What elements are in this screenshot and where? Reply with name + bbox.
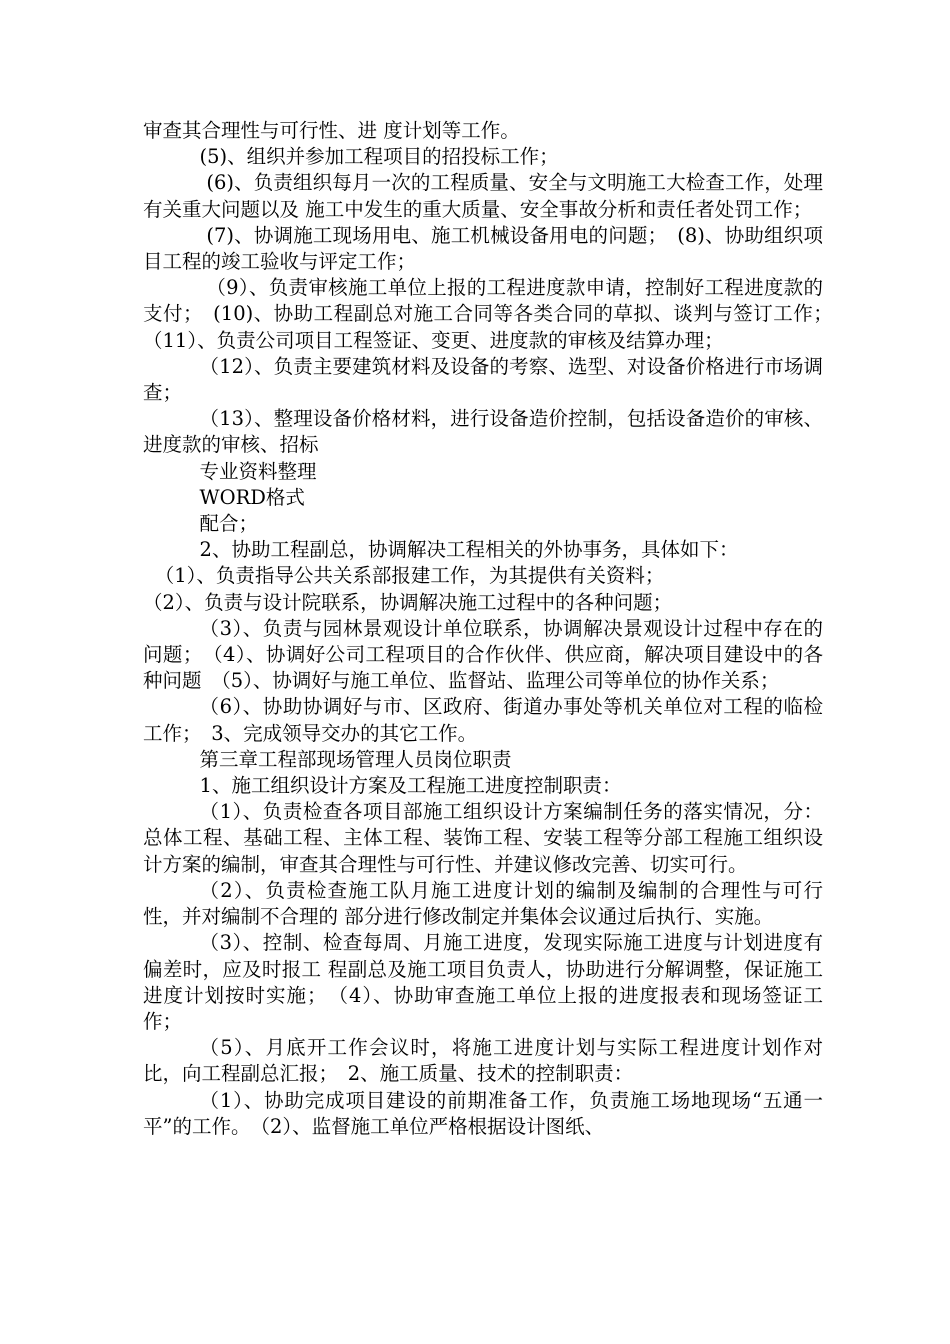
paragraph: （1）、负责指导公共关系部报建工作，为其提供有关资料； <box>154 564 665 588</box>
paragraph: （13）、整理设备价格材料，进行设备造价控制，包括设备造价的审核、进度款的审核、招标 <box>143 407 823 457</box>
paragraph: （6）、协助协调好与市、区政府、街道办事处等机关单位对工程的临检工作； 3、完成领导交办的其它工作。 <box>143 695 823 745</box>
paragraph: 1、施工组织设计方案及工程施工进度控制职责： <box>199 774 622 798</box>
chapter-heading: 第三章工程部现场管理人员岗位职责 <box>199 747 512 771</box>
paragraph: （1）、负责检查各项目部施工组织设计方案编制任务的落实情况，分：总体工程、基础工程、主体工程、装饰工程、安装工程等分部工程施工组织设计方案的编制，审查其合理性与可行性、并建议修改完善、切实可行。 <box>143 800 823 876</box>
paragraph: 配合； <box>199 512 259 536</box>
paragraph: （1）、协助完成项目建设的前期准备工作，负责施工场地现场“五通一平”的工作。 （2）、监督施工单位严格根据设计图纸、 <box>143 1088 823 1138</box>
paragraph: (5)、组织并参加工程项目的招投标工作； <box>199 145 559 169</box>
paragraph: (7)、协调施工现场用电、施工机械设备用电的问题； (8)、协助组织项目工程的竣工验收与评定工作； <box>143 223 823 274</box>
paragraph: 2、协助工程副总，协调解决工程相关的外协事务，具体如下： <box>199 538 739 562</box>
paragraph: （5）、月底开工作会议时，将施工进度计划与实际工程进度计划作对比，向工程副总汇报； 2、施工质量、技术的控制职责： <box>143 1036 823 1086</box>
paragraph: （3）、控制、检查每周、月施工进度，发现实际施工进度与计划进度有偏差时，应及时报工 程副总及施工项目负责人，协助进行分解调整，保证施工进度计划按时实施； （4）、协助审查施工单位上报的进度报表和现场签证工作； <box>143 931 823 1033</box>
paragraph: 审查其合理性与可行性、进 度计划等工作。 <box>143 119 520 142</box>
paragraph: （2）、负责检查施工队月施工进度计划的编制及编制的合理性与可行性，并对编制不合理的 部分进行修改制定并集体会议通过后执行、实施。 <box>143 878 823 929</box>
paragraph: （12）、负责主要建筑材料及设备的考察、选型、对设备价格进行市场调查； <box>143 354 823 405</box>
document-body <box>143 118 843 1140</box>
paragraph: 专业资料整理 <box>199 459 317 483</box>
paragraph: （2）、负责与设计院联系，协调解决施工过程中的各种问题； <box>143 590 673 614</box>
paragraph: (6)、负责组织每月一次的工程质量、安全与文明施工大检查工作，处理有关重大问题以及 施工中发生的重大质量、安全事故分析和责任者处罚工作； <box>143 171 823 221</box>
paragraph: （3）、负责与园林景观设计单位联系，协调解决景观设计过程中存在的问题； （4）、协调好公司工程项目的合作伙伴、供应商，解决项目建设中的各种问题 （5）、协调好与施工单位、监督站、监理公司等单位的协作关系； <box>143 616 823 693</box>
paragraph: WORD格式 <box>199 485 305 509</box>
paragraph: （9）、负责审核施工单位上报的工程进度款申请，控制好工程进度款的支付； (10)、协助工程副总对施工合同等各类合同的草拟、谈判与签订工作； （11）、负责公司项目工程签证、变更、进度款的审核及结算办理； <box>143 276 843 352</box>
